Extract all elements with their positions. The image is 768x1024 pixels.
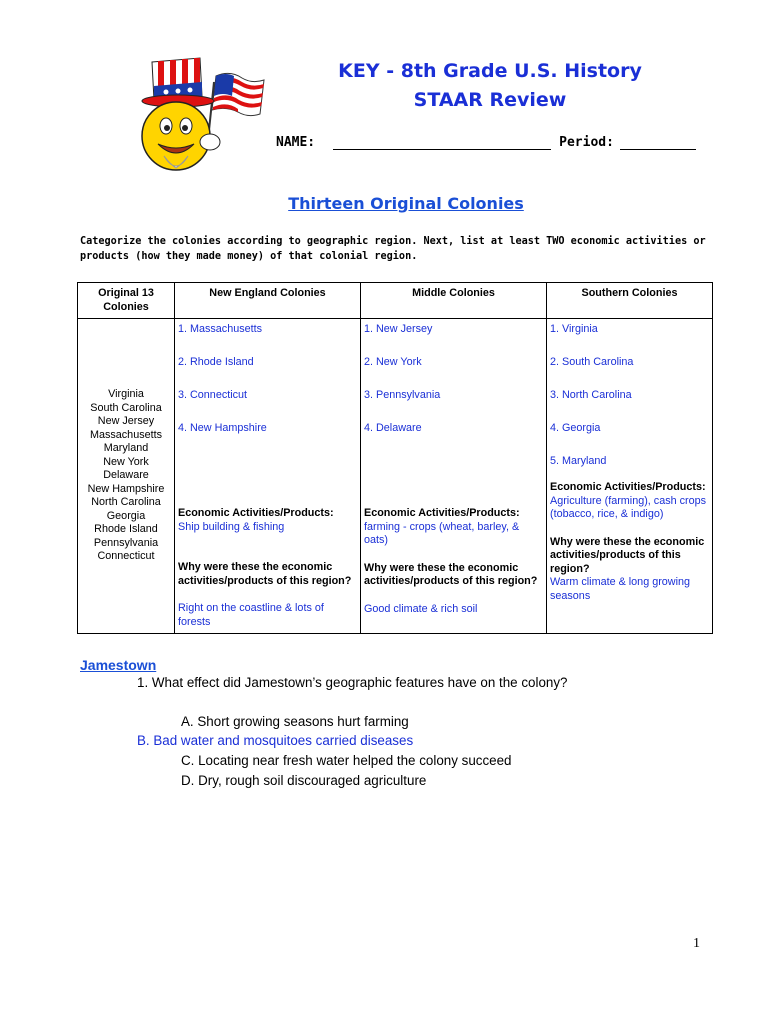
list-item: 3. North Carolina bbox=[550, 389, 632, 401]
list-item: Connecticut bbox=[97, 550, 155, 563]
list-item: 5. Maryland bbox=[550, 455, 607, 467]
header-original-13: Original 13 Colonies bbox=[78, 283, 175, 319]
list-item: Massachusetts bbox=[89, 428, 162, 441]
list-item: Pennsylvania bbox=[93, 536, 159, 549]
list-item: New Jersey bbox=[97, 415, 155, 428]
colonies-table bbox=[77, 282, 713, 634]
list-item: 1. Massachusetts bbox=[178, 323, 263, 335]
page-number: 1 bbox=[693, 936, 700, 951]
list-item: Maryland bbox=[103, 442, 149, 455]
option-d: D. Dry, rough soil discouraged agriculture bbox=[181, 773, 427, 788]
list-item: New Hampshire bbox=[87, 482, 165, 495]
option-b-correct: B. Bad water and mosquitoes carried diseases bbox=[137, 733, 414, 748]
list-item: 4. New Hampshire bbox=[178, 422, 267, 434]
new-england-cell bbox=[175, 319, 361, 634]
list-item: 2. Rhode Island bbox=[178, 356, 254, 368]
name-period-row bbox=[276, 135, 696, 150]
why-label: Why were these the economic activities/products of this region? bbox=[550, 535, 705, 575]
econ-answer: Agriculture (farming), cash crops (tobacco, rice, & indigo) bbox=[550, 494, 707, 520]
why-label: Why were these the economic activities/products of this region? bbox=[364, 561, 538, 587]
period-blank bbox=[620, 135, 696, 150]
list-item: Rhode Island bbox=[94, 523, 158, 536]
instructions: Categorize the colonies according to geographic region. Next, list at least TWO economic activities or products (how they made money) of that colonial region. bbox=[80, 236, 706, 262]
table-header-row bbox=[78, 283, 713, 319]
uncle-sam-smiley-illustration bbox=[130, 52, 270, 180]
why-answer: Warm climate & long growing seasons bbox=[550, 576, 691, 602]
list-item: New York bbox=[103, 455, 149, 468]
list-item: 1. New Jersey bbox=[364, 323, 433, 335]
page-title: KEY - 8th Grade U.S. History bbox=[338, 60, 642, 82]
southern-cell bbox=[547, 319, 713, 634]
econ-label: Economic Activities/Products: bbox=[364, 507, 520, 519]
middle-cell bbox=[361, 319, 547, 634]
list-item: Georgia bbox=[106, 509, 146, 522]
list-item: 1. Virginia bbox=[550, 323, 598, 335]
jamestown-heading: Jamestown bbox=[80, 657, 157, 673]
econ-answer: Ship building & fishing bbox=[178, 520, 285, 533]
list-item: 2. New York bbox=[364, 356, 422, 368]
uncle-sam-hat-icon bbox=[142, 58, 214, 107]
list-item: Virginia bbox=[108, 388, 144, 401]
american-flag-icon bbox=[212, 73, 264, 115]
section-title: Thirteen Original Colonies bbox=[288, 194, 524, 213]
why-answer: Right on the coastline & lots of forests bbox=[178, 602, 324, 628]
header-southern: Southern Colonies bbox=[547, 283, 713, 319]
list-item: 4. Georgia bbox=[550, 422, 601, 434]
list-item: South Carolina bbox=[90, 401, 162, 414]
question-1: 1. What effect did Jamestown’s geographic features have on the colony? bbox=[137, 675, 568, 690]
list-item: 4. Delaware bbox=[364, 422, 422, 434]
list-item: 2. South Carolina bbox=[550, 356, 634, 368]
econ-answer: farming - crops (wheat, barley, & oats) bbox=[364, 520, 520, 546]
list-item: 3. Connecticut bbox=[178, 389, 248, 401]
name-blank bbox=[333, 135, 551, 150]
name-label: NAME: bbox=[276, 135, 316, 150]
page-subtitle: STAAR Review bbox=[413, 89, 567, 111]
list-item: North Carolina bbox=[91, 496, 161, 509]
econ-label: Economic Activities/Products: bbox=[550, 481, 706, 493]
smiley-face-icon bbox=[142, 102, 210, 170]
why-answer: Good climate & rich soil bbox=[364, 602, 478, 615]
list-item: Delaware bbox=[103, 469, 149, 482]
econ-label: Economic Activities/Products: bbox=[178, 507, 334, 519]
table-body-row bbox=[78, 319, 713, 634]
option-c: C. Locating near fresh water helped the colony succeed bbox=[181, 753, 512, 768]
colony-list-cell bbox=[78, 319, 175, 634]
option-a: A. Short growing seasons hurt farming bbox=[181, 714, 409, 729]
why-label: Why were these the economic activities/products of this region? bbox=[178, 561, 352, 587]
list-item: 3. Pennsylvania bbox=[364, 389, 441, 401]
header-new-england: New England Colonies bbox=[175, 283, 361, 319]
period-label: Period: bbox=[559, 135, 614, 150]
header-middle: Middle Colonies bbox=[361, 283, 547, 319]
